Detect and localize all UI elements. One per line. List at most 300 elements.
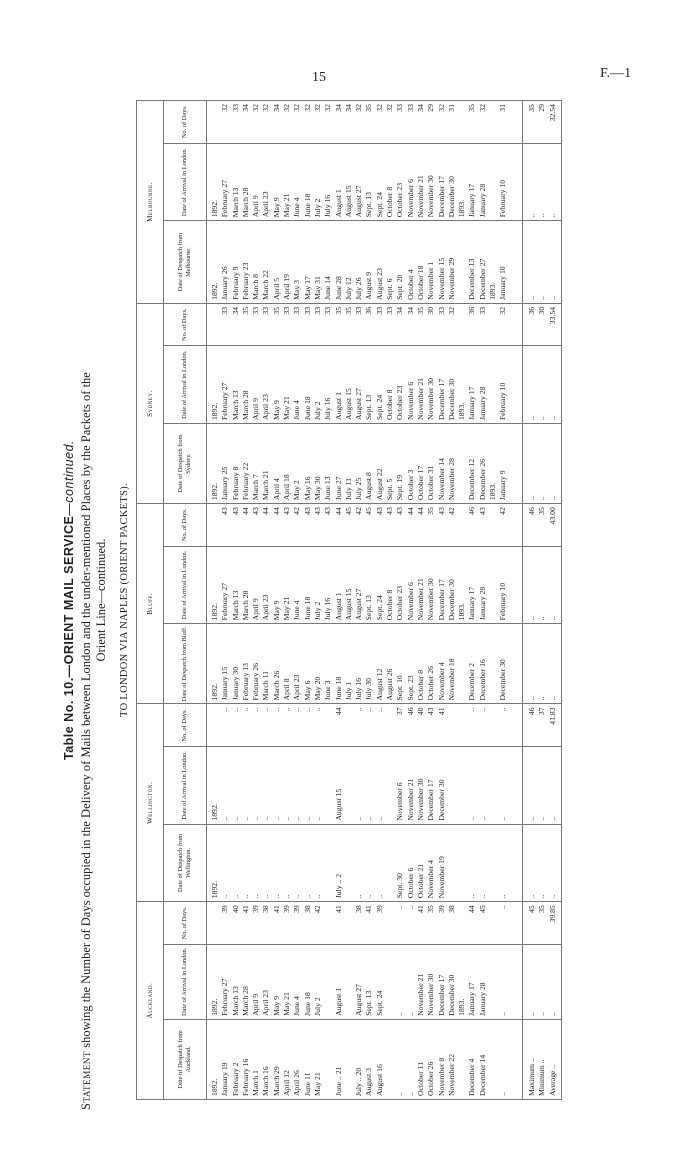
cell-line: .. [292, 707, 302, 712]
cell-line [509, 147, 519, 218]
col-header: Date of Despatch from Melbourne. [164, 221, 207, 304]
cell-line [488, 948, 498, 1016]
cell-line: July 16 [323, 194, 333, 218]
cell-line: November 30 [415, 778, 425, 821]
cell-line: 33 [220, 306, 230, 315]
summary-line [527, 550, 537, 621]
cell-line: July 26 [354, 277, 364, 300]
cell-line: October 17 [415, 465, 425, 501]
cell-line: .. [312, 707, 322, 712]
cell-line: April 8 [282, 678, 292, 701]
cell-line: January 28 [477, 183, 487, 218]
cell-line: .. [261, 707, 271, 712]
cell-line: August 1 [333, 392, 343, 421]
cell-line [488, 1023, 498, 1096]
cell-line: February 9 [230, 266, 240, 300]
summary-value: 36 [526, 306, 536, 315]
cell-line: August 1 [333, 189, 343, 218]
cell-line: July 2 [312, 997, 322, 1016]
cell-line: April 9 [251, 398, 261, 421]
cell-line: .. [261, 894, 271, 899]
cell-line: February 2 [230, 1062, 240, 1096]
cell-line: 32 [251, 104, 261, 112]
cell-line: December 17 [436, 579, 446, 621]
cell-line: 32 [498, 306, 508, 315]
cell-line: 32 [446, 306, 456, 315]
cell-line: 35 [240, 306, 250, 315]
cell-line: Sept. 24 [374, 192, 384, 218]
summary-value: .. [537, 696, 547, 701]
cell-line: Sept. 24 [374, 990, 384, 1016]
cell-line: April 23 [261, 191, 271, 218]
cell-line: April 23 [261, 990, 271, 1016]
cell-line: 45 [343, 507, 353, 515]
cell-line: February 27 [220, 582, 230, 621]
cell-line: February 22 [240, 462, 250, 501]
cell-line: February 13 [240, 663, 250, 701]
cell-line: November 4 [426, 860, 436, 899]
cell-line: 39 [282, 905, 292, 913]
summary-line [548, 707, 558, 743]
cell-line: 1892. [210, 482, 219, 501]
cell-line: .. [477, 707, 487, 712]
summary-value: .. [526, 416, 536, 421]
cell-line: .. [395, 1092, 405, 1096]
cell-line: 33 [312, 306, 322, 315]
cell-line: 35 [415, 306, 425, 315]
cell-line: Sept. 13 [364, 990, 374, 1016]
summary-value: .. [547, 1012, 557, 1016]
cell-line [344, 707, 354, 743]
cell-line: February 8 [230, 466, 240, 501]
cell-line: August 23 [374, 268, 384, 300]
summary-value: .. [537, 816, 547, 821]
cell-line: August 1 [333, 987, 343, 1016]
summary-value: .. [537, 1059, 547, 1064]
cell-line: May 21 [282, 193, 292, 218]
cell-line: 33 [230, 104, 240, 112]
cell-line: 1893. [457, 998, 467, 1016]
cell-line: 1893. [457, 603, 467, 621]
summary-cell [522, 303, 561, 346]
cell-line: 1892. [210, 199, 219, 218]
summary-line [548, 905, 558, 941]
summary-value: 46 [526, 507, 536, 515]
cell-line: October 26 [426, 666, 436, 701]
cell-line: December 16 [477, 659, 487, 701]
column-cell [207, 824, 523, 902]
cell-line: .. [405, 1012, 415, 1016]
cell-line: March 21 [261, 470, 271, 501]
cell-line [488, 307, 498, 343]
cell-line [509, 905, 519, 941]
cell-line: .. [240, 816, 250, 821]
group-header-sydney: Sydney. [137, 303, 164, 503]
cell-line: November 6 [405, 179, 415, 218]
col-header: No. of Days. [164, 303, 207, 346]
cell-line: August 8 [364, 472, 374, 501]
cell-line: October 23 [395, 182, 405, 218]
summary-value: 32.54 [547, 104, 557, 122]
cell-line: .. [354, 894, 364, 899]
summary-line [537, 349, 547, 420]
statement-body: showing the Number of Days occupied in the Delivery of Mails between London and the under-mentioned Places by the Packets of the [79, 372, 93, 1051]
cell-line: January 17 [467, 386, 477, 421]
cell-line: January 9 [498, 470, 508, 501]
cell-line: 1892. [210, 1078, 219, 1096]
cell-line: April 23 [292, 674, 302, 701]
col-header: No. of Days. [164, 704, 207, 747]
cell-line [447, 828, 457, 899]
cell-line: 32 [292, 104, 302, 112]
summary-line [537, 750, 547, 821]
summary-value: .. [537, 894, 547, 899]
cell-line: 39 [220, 905, 230, 913]
cell-line: .. [364, 707, 374, 712]
summary-value: .. [547, 696, 557, 701]
cell-line: .. [302, 816, 312, 821]
summary-cell [522, 944, 561, 1019]
cell-line: .. [230, 707, 240, 712]
cell-line: November 30 [426, 175, 436, 218]
cell-line: November 6 [405, 381, 415, 421]
column-cell [207, 546, 523, 624]
cell-line: February 27 [220, 382, 230, 421]
summary-line [527, 507, 537, 543]
cell-line: June 3 [323, 680, 333, 701]
cell-line: July 16 [323, 597, 333, 621]
cell-line: August 16 [374, 1064, 384, 1096]
cell-line: 31 [446, 104, 456, 112]
cell-line: January 26 [220, 266, 230, 300]
cell-line: .. [312, 816, 322, 821]
cell-line: 38 [446, 905, 456, 913]
cell-line: 32 [220, 104, 230, 112]
cell-line [488, 828, 498, 899]
cell-line: August 1 [333, 592, 343, 621]
cell-line: .. [467, 894, 477, 899]
cell-line: January 30 [230, 666, 240, 701]
summary-value: .. [547, 894, 557, 899]
cell-line: .. [364, 816, 374, 821]
summary-line [548, 507, 558, 543]
cell-line: Sept. 13 [364, 595, 374, 621]
cell-line: August 27 [354, 185, 364, 218]
cell-line: October 23 [395, 385, 405, 421]
cell-line: November 8 [436, 1057, 446, 1096]
cell-line: May 21 [312, 1072, 322, 1096]
cell-line: April 23 [261, 394, 271, 421]
cell-line [210, 707, 220, 743]
cell-line: 40 [415, 707, 425, 716]
cell-line: Sept. 23 [405, 675, 415, 701]
summary-line [537, 828, 547, 899]
cell-line: July 16 [354, 678, 364, 701]
cell-line: January 15 [220, 666, 230, 701]
summary-line [527, 224, 537, 300]
cell-line: July 25 [354, 477, 364, 501]
cell-line: 34 [271, 104, 281, 112]
cell-line: 33 [436, 306, 446, 315]
cell-line [385, 828, 395, 899]
cell-line: July 12 [343, 277, 353, 300]
cell-line: June 14 [323, 276, 333, 300]
cell-line: May 31 [312, 276, 322, 300]
cell-line: 41 [271, 905, 281, 913]
cell-line: February 23 [240, 262, 250, 300]
cell-line: 32 [302, 104, 312, 112]
cell-line: August 22 [374, 468, 384, 501]
summary-value: 43.00 [547, 507, 557, 525]
cell-line: February 16 [240, 1058, 250, 1096]
summary-line [527, 905, 537, 941]
cell-line: 38 [261, 905, 271, 913]
cell-line [344, 750, 354, 821]
cell-line [509, 828, 519, 899]
cell-line [457, 104, 467, 140]
column-cell [207, 944, 523, 1019]
summary-value: 29 [537, 104, 547, 112]
cell-line: .. [251, 894, 261, 899]
cell-line: 43 [302, 507, 312, 515]
group-header-bluff: Bluff. [137, 504, 164, 704]
cell-line: July 2 [312, 401, 322, 421]
cell-line: Sept. 30 [395, 873, 405, 899]
cell-line: 35 [467, 104, 477, 112]
cell-line: 33 [374, 306, 384, 315]
cell-line: .. [395, 905, 405, 910]
cell-line: August 26 [385, 668, 395, 701]
cell-line: July .. 2 [333, 873, 343, 899]
rotated-table-page [60, 80, 680, 1120]
statement-line2: Orient Line—continued. [94, 538, 108, 662]
cell-line: .. [282, 894, 292, 899]
cell-line [488, 750, 498, 821]
summary-line [537, 427, 547, 500]
cell-line: May 6 [302, 680, 312, 701]
group-header-wellington: Wellington. [137, 704, 164, 902]
cell-line: July 2 [312, 198, 322, 218]
cell-line: 42 [312, 905, 322, 913]
cell-line: 1892. [210, 402, 219, 421]
cell-line [488, 147, 498, 218]
cell-line: .. [251, 707, 261, 712]
cell-line [488, 507, 498, 543]
cell-line: 43 [230, 507, 240, 515]
cell-line: November 21 [415, 973, 425, 1016]
cell-line: 33 [292, 306, 302, 315]
cell-line: .. [271, 816, 281, 821]
cell-line: .. [240, 894, 250, 899]
cell-line [323, 828, 333, 899]
cell-line: June 4 [292, 600, 302, 621]
summary-line [537, 147, 547, 218]
cell-line [210, 905, 220, 941]
cell-line: December 30 [436, 779, 446, 821]
cell-line: May 9 [271, 197, 281, 218]
cell-line: 33 [261, 306, 271, 315]
column-cell [207, 624, 523, 704]
cell-line [509, 104, 519, 140]
summary-line [537, 707, 547, 743]
cell-line: 1892. [210, 683, 219, 701]
summary-line [537, 507, 547, 543]
cell-line: 43 [395, 507, 405, 515]
cell-line: November 30 [426, 973, 436, 1016]
cell-line: 32 [385, 104, 395, 112]
summary-value: 46 [526, 707, 536, 716]
cell-line: May 2 [292, 480, 302, 501]
cell-line: Sept. 10 [395, 675, 405, 701]
cell-line: 41 [415, 905, 425, 913]
summary-cell [522, 424, 561, 504]
cell-line: 33 [323, 306, 333, 315]
summary-cell [522, 221, 561, 304]
cell-line: June 18 [333, 676, 343, 701]
cell-line: .. [405, 905, 415, 910]
cell-line: December 17 [436, 378, 446, 421]
cell-line: .. [498, 1012, 508, 1016]
cell-line: .. [364, 894, 374, 899]
cell-line: 44 [333, 707, 343, 716]
cell-line: February 10 [498, 179, 508, 218]
cell-line: .. [282, 707, 292, 712]
cell-line: 35 [343, 306, 353, 315]
col-header: Date of Arrival in London. [164, 944, 207, 1019]
table-title [62, 80, 76, 1120]
cell-line: 35 [271, 306, 281, 315]
summary-value: .. [537, 213, 547, 218]
col-header: Date of Despatch from Wellington. [164, 824, 207, 902]
cell-line [385, 948, 395, 1016]
cell-line: January 17 [467, 183, 477, 218]
summary-cell [522, 346, 561, 424]
cell-line [509, 507, 519, 543]
cell-line: 34 [230, 306, 240, 315]
cell-line [323, 707, 333, 743]
summary-line [537, 550, 547, 621]
summary-value: .. [526, 1058, 536, 1063]
cell-line: .. [498, 707, 508, 712]
cell-line: April 5 [271, 277, 281, 300]
cell-line: November 30 [426, 578, 436, 621]
cell-line: .. [292, 816, 302, 821]
cell-line: 32 [323, 104, 333, 112]
cell-line [488, 550, 498, 621]
cell-line: November 4 [436, 662, 446, 701]
cell-line: November 21 [415, 175, 425, 218]
cell-line [385, 707, 395, 743]
cell-line: June 18 [302, 992, 312, 1016]
cell-line: .. [302, 707, 312, 712]
summary-cell [522, 504, 561, 547]
summary-line [537, 104, 547, 140]
col-header: No. of Days. [164, 101, 207, 144]
summary-line [527, 948, 537, 1016]
cell-line: 1892. [210, 998, 219, 1016]
cell-line: August 15 [343, 185, 353, 218]
cell-line: 44 [271, 507, 281, 515]
table-title-continued: —continued. [62, 440, 76, 516]
cell-line [385, 750, 395, 821]
summary-value: .. [526, 213, 536, 218]
summary-line [548, 550, 558, 621]
cell-line [447, 750, 457, 821]
col-header: No. of Days. [164, 504, 207, 547]
summary-cell [522, 704, 561, 747]
cell-line: 37 [395, 707, 405, 716]
cell-line: June 18 [302, 396, 312, 421]
cell-line: November 6 [405, 582, 415, 621]
cell-line: 32 [354, 104, 364, 112]
column-cell [207, 902, 523, 945]
summary-cell [522, 747, 561, 825]
summary-label: Maximum [526, 1062, 536, 1096]
cell-line: November 18 [446, 658, 456, 701]
cell-line: October 8 [415, 669, 425, 701]
summary-line [527, 104, 537, 140]
cell-line [457, 224, 467, 300]
summary-label: Minimum [537, 1063, 547, 1096]
cell-line: 44 [261, 507, 271, 515]
table-subheading: TO LONDON VIA NAPLES (ORIENT PACKETS). [119, 483, 130, 717]
cell-line: 42 [292, 507, 302, 515]
page-number: 15 [312, 70, 326, 85]
cell-line: January 25 [220, 466, 230, 501]
cell-line: 43 [323, 507, 333, 515]
cell-line: June 4 [292, 996, 302, 1016]
cell-line [457, 828, 467, 899]
cell-line: .. [220, 894, 230, 899]
summary-line [537, 307, 547, 343]
summary-cell [522, 1019, 561, 1099]
summary-line [537, 905, 547, 941]
cell-line: December 30 [446, 176, 456, 218]
summary-value: .. [526, 1012, 536, 1016]
summary-value: .. [547, 496, 557, 501]
cell-line: 33 [477, 306, 487, 315]
cell-line: November 21 [415, 578, 425, 621]
summary-line [537, 1023, 547, 1096]
col-header: Date of Arrival in London. [164, 346, 207, 424]
cell-line: .. [220, 707, 230, 712]
cell-line: 41 [333, 905, 343, 913]
cell-line: August 12 [374, 668, 384, 701]
column-cell [207, 221, 523, 304]
cell-line: .. [292, 894, 302, 899]
cell-line: 33 [405, 104, 415, 112]
cell-line: January 28 [477, 386, 487, 421]
summary-value: 39.85 [547, 905, 557, 923]
cell-line: 34 [405, 306, 415, 315]
summary-value: .. [526, 696, 536, 701]
cell-line: 43 [374, 507, 384, 515]
cell-line: February 26 [251, 663, 261, 701]
cell-line: May 9 [271, 996, 281, 1016]
summary-cell [522, 902, 561, 945]
summary-cell [522, 546, 561, 624]
summary-line [548, 224, 558, 300]
cell-line: February 10 [498, 382, 508, 421]
cell-line: November 1 [426, 261, 436, 300]
cell-line [509, 307, 519, 343]
cell-line: July 1 [343, 681, 353, 701]
column-cell [207, 424, 523, 504]
table-title-main: Table No. 10.—ORIENT MAIL SERVICE [62, 515, 76, 761]
cell-line: October 3 [405, 469, 415, 501]
cell-line: 1892. [210, 603, 219, 621]
cell-line [323, 750, 333, 821]
